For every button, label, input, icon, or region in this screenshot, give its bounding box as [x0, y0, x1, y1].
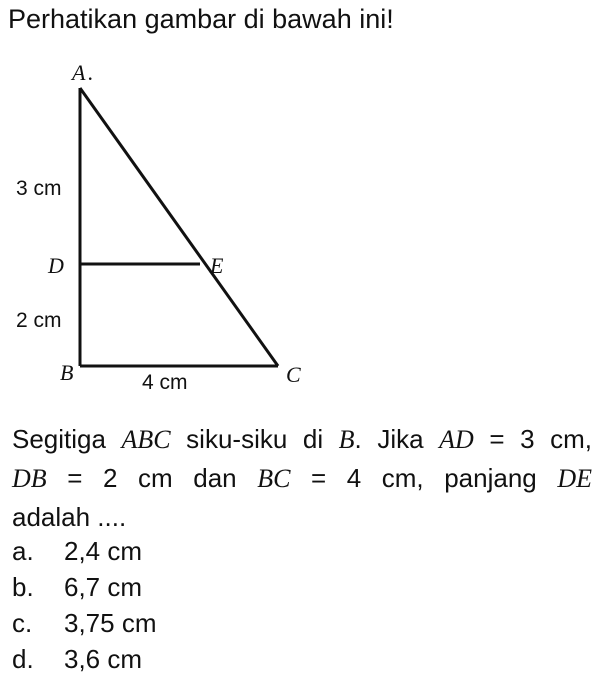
triangle-figure [0, 60, 601, 415]
option-text: 6,7 cm [64, 572, 143, 602]
option-text: 3,6 cm [64, 644, 143, 674]
question-fragment: = 4 cm, panjang [290, 463, 558, 493]
question-line-1 [12, 420, 592, 459]
option-text: 3,75 cm [64, 608, 157, 638]
math-ad: AD [439, 425, 474, 454]
label-b: B [60, 360, 74, 385]
label-e: E [210, 253, 224, 278]
side-ac [80, 88, 278, 366]
instruction-text: Perhatikan gambar di bawah ini! [8, 4, 394, 34]
length-ad: 3 cm [16, 177, 62, 200]
math-abc: ABC [121, 425, 171, 454]
option-d[interactable] [12, 641, 157, 677]
label-d: D [48, 253, 64, 278]
option-text: 2,4 cm [64, 536, 143, 566]
triangle-diagram [0, 60, 601, 410]
question-line-3: adalah .... [12, 502, 127, 532]
label-a: A [72, 60, 86, 85]
question-text [12, 420, 592, 536]
question-fragment: = 2 cm dan [46, 463, 258, 493]
question-line-2 [12, 459, 592, 498]
label-c: C [286, 362, 301, 387]
answer-options [12, 533, 157, 677]
question-fragment: . Jika [354, 424, 440, 454]
math-de: DE [557, 464, 592, 493]
option-letter: c. [12, 608, 33, 638]
question-fragment: = 3 cm, [473, 424, 592, 454]
question-fragment: siku-siku di [170, 424, 339, 454]
label-a-dot: . [88, 60, 94, 85]
option-letter: b. [12, 572, 34, 602]
option-letter: d. [12, 644, 34, 674]
option-b[interactable] [12, 569, 157, 605]
question-fragment: Segitiga [12, 424, 122, 454]
length-db: 2 cm [16, 309, 62, 332]
option-a[interactable] [12, 533, 157, 569]
length-bc: 4 cm [142, 371, 188, 394]
math-bc: BC [257, 464, 291, 493]
option-c[interactable] [12, 605, 157, 641]
option-letter: a. [12, 536, 34, 566]
math-db: DB [12, 464, 47, 493]
math-b: B [338, 425, 355, 454]
